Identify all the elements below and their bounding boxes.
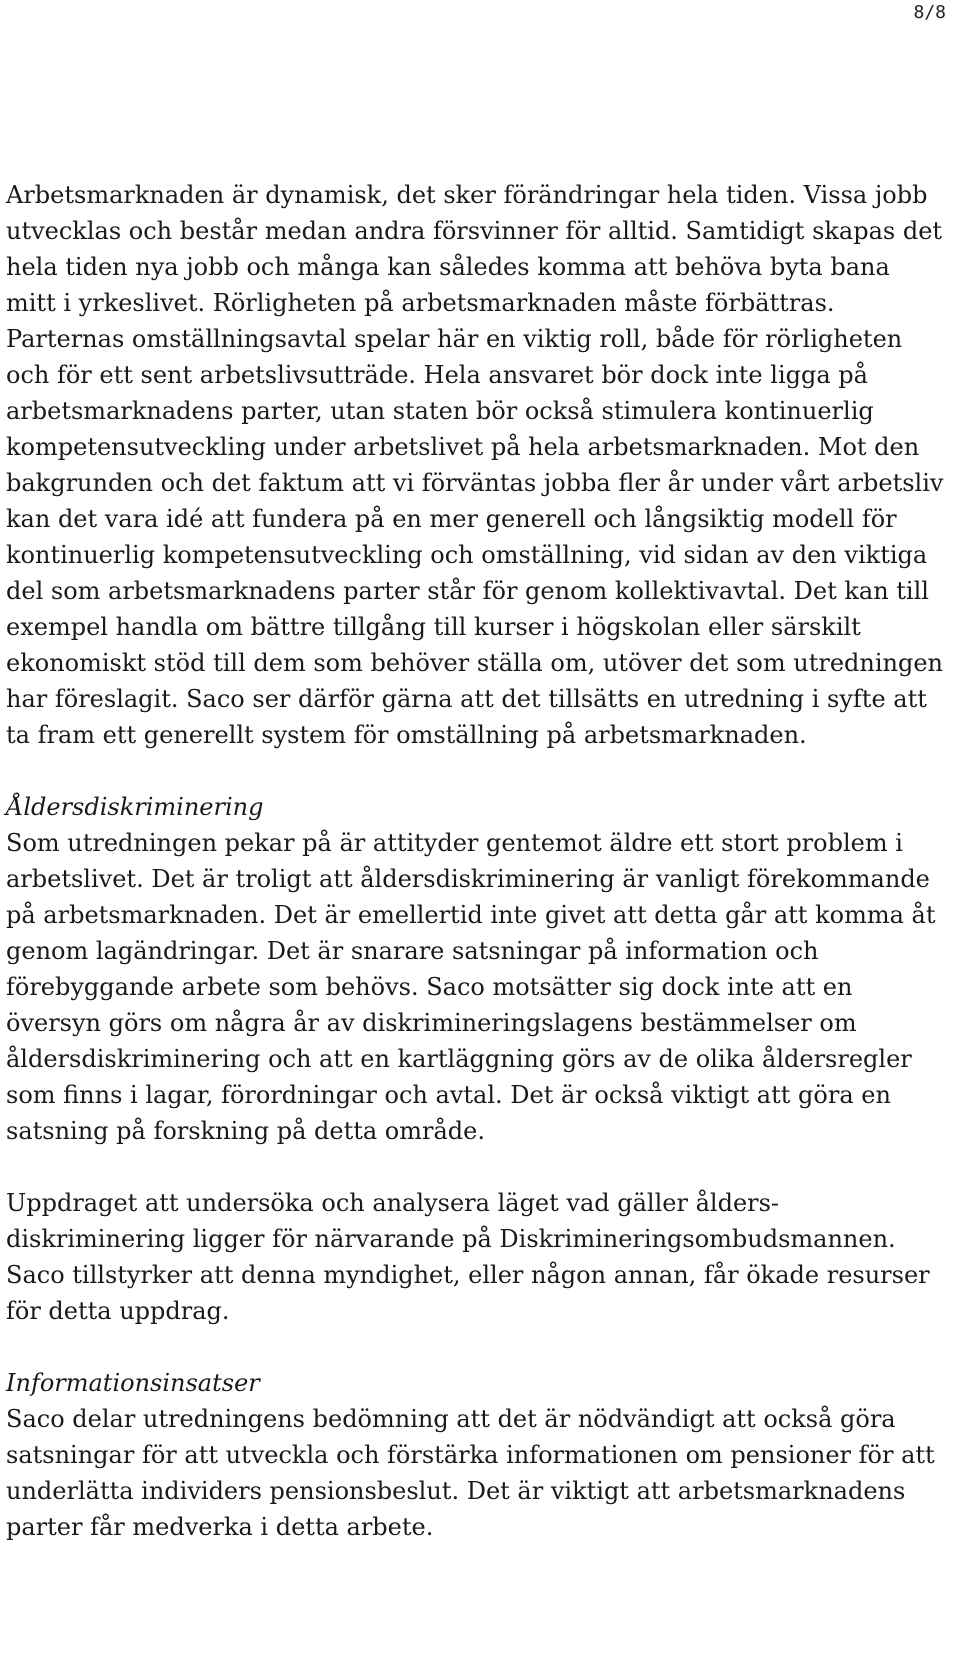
paragraph-spacer: [6, 1149, 946, 1185]
paragraph-labor-market: Arbetsmarknaden är dynamisk, det sker förändringar hela tiden. Vissa jobb utvecklas och består medan andra försvinner för alltid. Samtidigt skapas det hela tiden nya jobb och många kan således komma att behöva byta bana mitt i yrkeslivet. Rörligheten på arbetsmarknaden måste förbättras. Parternas omställningsavtal spelar här en viktig roll, både för rörligheten och för ett sent arbetslivsutträde. Hela ansvaret bör dock inte ligga på arbetsmarknadens parter, utan staten bör också stimulera kontinuerlig kompetensutveckling under arbetslivet på hela arbetsmarknaden. Mot den bakgrunden och det faktum att vi förväntas jobba fler år under vårt arbetsliv kan det vara idé att fundera på en mer generell och långsiktig modell för kontinuerlig kompetensutveckling och omställning, vid sidan av den viktiga del som arbetsmarknadens parter står för genom kollektivavtal. Det kan till exempel handla om bättre tillgång till kurser i högskolan eller särskilt ekonomiskt stöd till dem som behöver ställa om, utöver det som utredningen har föreslagit. Saco ser därför gärna att det tillsätts en utredning i syfte att ta fram ett generellt system för omställning på arbetsmarknaden.: [6, 181, 944, 749]
paragraph-ombudsman: Uppdraget att undersöka och analysera läget vad gäller ålders-diskriminering ligger för närvarande på Diskrimineringsombudsmannen. Saco tillstyrker att denna myndighet, eller någon annan, får ökade resurser för detta uppdrag.: [6, 1189, 930, 1325]
paragraph-information: Saco delar utredningens bedömning att det är nödvändigt att också göra satsningar för att utveckla och förstärka informationen om pensioner för att underlätta individers pensionsbeslut. Det är viktigt att arbetsmarknadens parter får medverka i detta arbete.: [6, 1405, 935, 1541]
paragraph-spacer: [6, 753, 946, 789]
heading-age-discrimination: Åldersdiskriminering: [6, 793, 264, 821]
paragraph-spacer: [6, 1329, 946, 1365]
paragraph-age-discrimination: Som utredningen pekar på är attityder gentemot äldre ett stort problem i arbetslivet. Det är troligt att åldersdiskriminering är vanligt förekommande på arbetsmarknaden. Det är emellertid inte givet att detta går att komma åt genom lagändringar. Det är snarare satsningar på information och förebyggande arbete som behövs. Saco motsätter sig dock inte att en översyn görs om några år av diskrimineringslagens bestämmelser om åldersdiskriminering och att en kartläggning görs av de olika åldersregler som finns i lagar, förordningar och avtal. Det är också viktigt att göra en satsning på forskning på detta område.: [6, 829, 936, 1145]
page-number: 8/8: [913, 2, 946, 23]
document-body: [6, 177, 946, 1545]
heading-information: Informationsinsatser: [6, 1369, 260, 1397]
